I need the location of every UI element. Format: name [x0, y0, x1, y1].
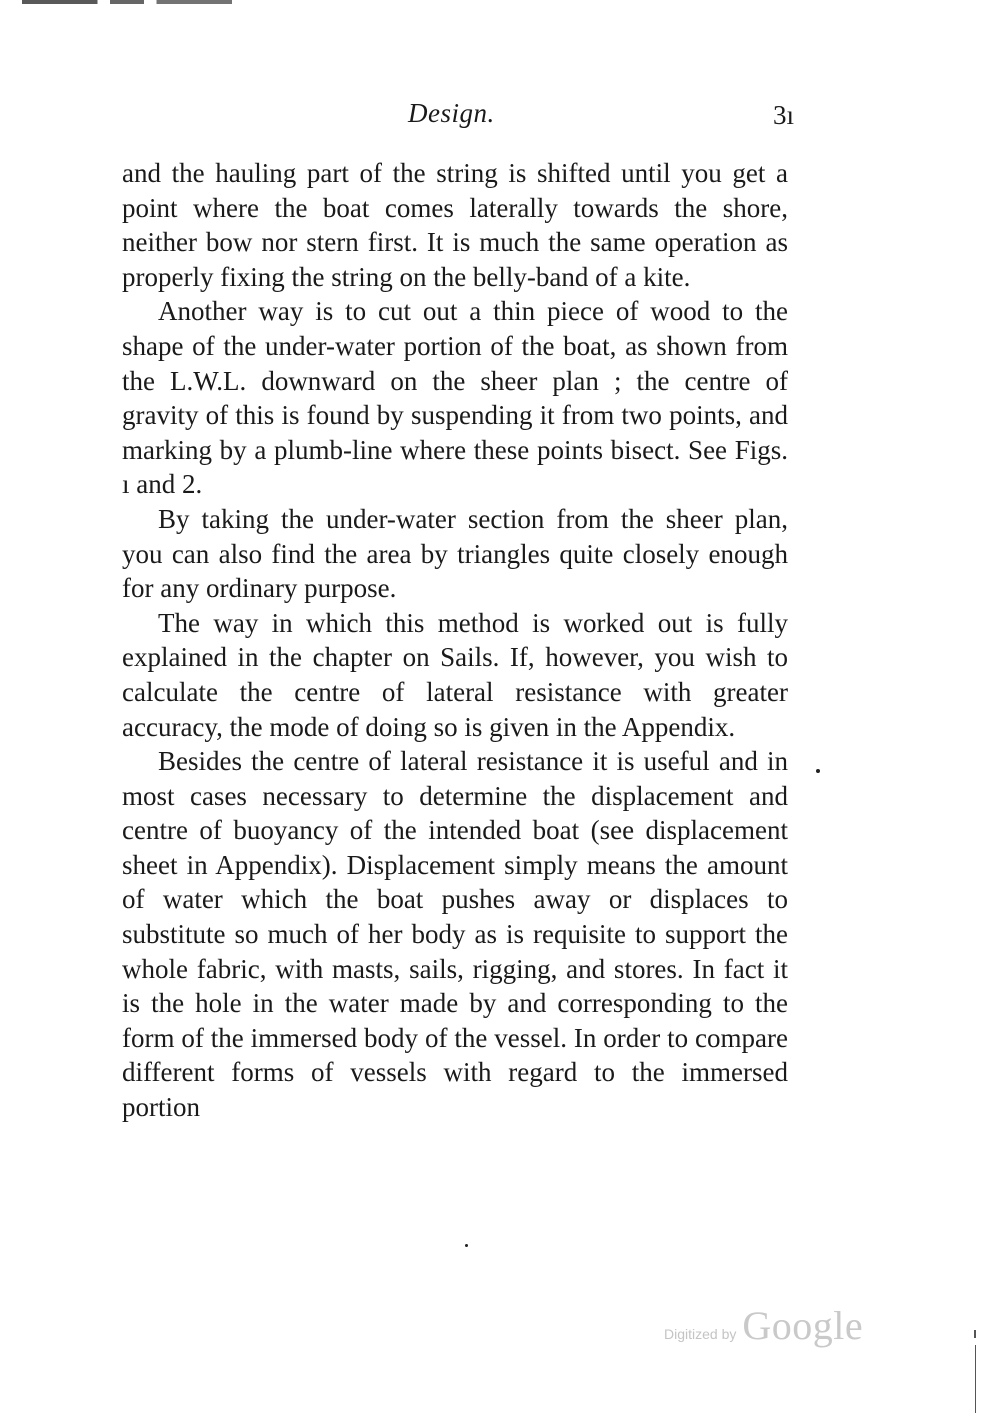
scan-edge-mark-top	[22, 0, 232, 4]
paragraph-3: By taking the under-water section from the sheer plan, you can also find the area by triangles quite closely enough for any ordinary purpose.	[122, 503, 788, 604]
page-number: 3ı	[772, 100, 794, 130]
digitized-by-google-watermark	[664, 1302, 863, 1349]
paragraph-4: The way in which this method is worked out is fully explained in the chapter on Sails. If, however, you wish to calculate the centre of lateral resistance with greater accuracy, the mode of doing so is given in the Appendix.	[122, 607, 788, 742]
running-title: Design.	[408, 98, 495, 128]
stray-ink-dot	[465, 1244, 468, 1247]
stray-ink-dot	[816, 769, 820, 773]
watermark-prefix: Digitized by	[664, 1326, 737, 1342]
body-text	[122, 156, 788, 1125]
paragraph-2: Another way is to cut out a thin piece of wood to the shape of the under-water portion of the boat, as shown from the L.W.L. downward on the sheer plan ; the centre of gravity of this is found by suspending it from two points, and marking by a plumb-line where these points bisect. See Figs. ı and 2.	[122, 296, 788, 500]
paragraph-1: and the hauling part of the string is shifted until you get a point where the boat comes laterally towards the shore, neither bow nor stern first. It is much the same operation as properly fixing the string on the belly-band of a kite.	[122, 158, 788, 292]
google-logo: Google	[742, 1303, 864, 1348]
page-header	[120, 98, 800, 138]
scan-edge-tick-right	[974, 1330, 976, 1338]
scan-edge-line-right	[975, 1345, 976, 1413]
paragraph-5: Besides the centre of lateral resistance it is useful and in most cases necessary to determine the displacement and centre of buoyancy of the intended boat (see displacement sheet in Appendix). Displacement simply means the amount of water which the boat pushes away or displaces to substitute so much of her body as is requisite to support the whole fabric, with masts, sails, rigging, and stores. In fact it is the hole in the water made by and corresponding to the form of the immersed body of the vessel. In order to compare different forms of vessels with regard to the immersed portion	[122, 746, 788, 1123]
